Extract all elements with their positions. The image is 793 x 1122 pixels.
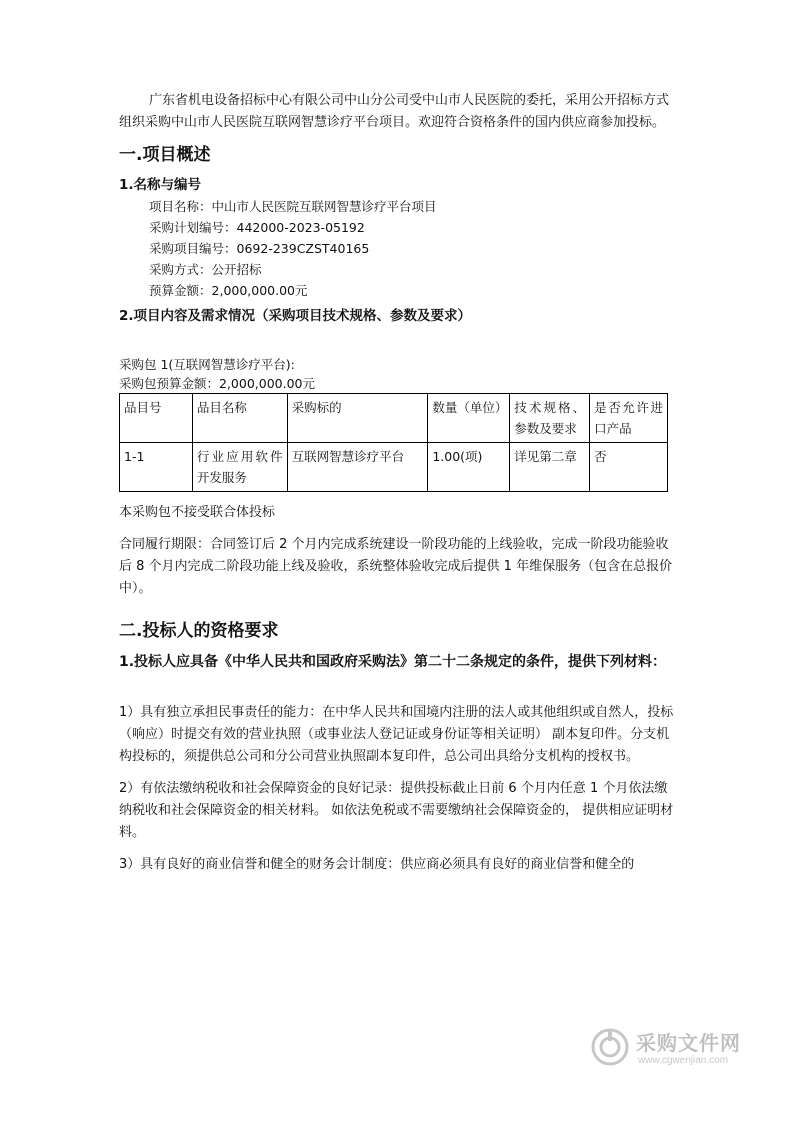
- table-cell: 互联网智慧诊疗平台: [287, 443, 428, 492]
- section2-sub1-title: 1.投标人应具备《中华人民共和国政府采购法》第二十二条规定的条件，提供下列材料：: [119, 654, 667, 670]
- section1-sub1-title: 1.名称与编号: [119, 177, 202, 193]
- table-cell: 否: [590, 443, 668, 492]
- requirement-1: 1）具有独立承担民事责任的能力：在中华人民共和国境内注册的法人或其他组织或自然人，投标（响应）时提交有效的营业执照（或事业法人登记证或身份证等相关证明） 副本复印件。分支机构投标的，须提供总公司和分公司营业执照副本复印件，总公司出具给分支机构的授权书。: [119, 705, 674, 764]
- requirement-3: 3）具有良好的商业信誉和健全的财务会计制度：供应商必须具有良好的商业信誉和健全的: [119, 857, 635, 872]
- document-page: [119, 90, 679, 876]
- watermark: [590, 1025, 760, 1075]
- project-info-list: [119, 196, 679, 301]
- no-consortium-note: 本采购包不接受联合体投标: [119, 505, 276, 520]
- list-item: 采购方式：公开招标: [149, 262, 262, 277]
- intro-paragraph: 广东省机电设备招标中心有限公司中山分公司受中山市人民医院的委托，采用公开招标方式组织采购中山市人民医院互联网智慧诊疗平台项目。欢迎符合资格条件的国内供应商参加投标。: [119, 93, 670, 130]
- list-item: 预算金额：2,000,000.00元: [149, 283, 308, 298]
- table-header-cell: 采购标的: [287, 394, 428, 443]
- table-header-cell: 品目号: [120, 394, 193, 443]
- package-line: 采购包 1(互联网智慧诊疗平台):: [119, 357, 295, 372]
- table-header-cell: 是否允许进口产品: [590, 394, 668, 443]
- list-item: 采购计划编号：442000-2023-05192: [149, 220, 365, 235]
- table-header-row: [120, 394, 668, 443]
- table-cell: 1-1: [120, 443, 193, 492]
- table-cell: 1.00(项): [428, 443, 510, 492]
- cgwenjian-logo-icon: [590, 1027, 630, 1067]
- table-header-cell: 技术规格、参数及要求: [510, 394, 590, 443]
- table-header-cell: 品目名称: [192, 394, 287, 443]
- section1-title: 一.项目概述: [119, 145, 211, 165]
- table-cell: 详见第二章: [510, 443, 590, 492]
- requirement-2: 2）有依法缴纳税收和社会保障资金的良好记录：提供投标截止日前 6 个月内任意 1 个月依法缴纳税收和社会保障资金的相关材料。 如依法免税或不需要缴纳社会保障资金的， 提供相应证明材料。: [119, 781, 674, 840]
- list-item: 采购项目编号：0692-239CZST40165: [149, 241, 370, 256]
- watermark-url: www.cgwenjian.com: [638, 1055, 729, 1066]
- section2-title: 二.投标人的资格要求: [119, 621, 279, 641]
- contract-period: 合同履行期限：合同签订后 2 个月内完成系统建设一阶段功能的上线验收，完成一阶段功能验收后 8 个月内完成二阶段功能上线及验收，系统整体验收完成后提供 1 年维保服务（包含在总报价中）。: [119, 537, 673, 596]
- procurement-table: [119, 393, 668, 492]
- list-item: 项目名称：中山市人民医院互联网智慧诊疗平台项目: [149, 199, 437, 214]
- table-row: [120, 443, 668, 492]
- table-cell: 行业应用软件开发服务: [192, 443, 287, 492]
- section1-sub2-title: 2.项目内容及需求情况（采购项目技术规格、参数及要求）: [119, 308, 472, 324]
- watermark-title: 采购文件网: [636, 1031, 741, 1055]
- package-budget: 采购包预算金额：2,000,000.00元: [119, 376, 315, 391]
- table-header-cell: 数量（单位）: [428, 394, 510, 443]
